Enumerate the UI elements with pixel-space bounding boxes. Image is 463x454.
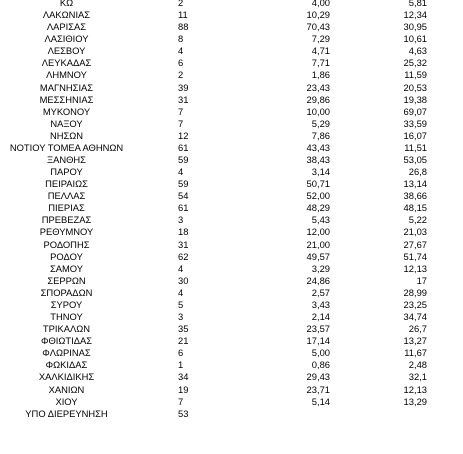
rate-cell: 21,00 — [306, 238, 330, 250]
table-row — [0, 335, 463, 347]
table-row — [0, 408, 463, 420]
per-100k-cell: 28,99 — [403, 286, 427, 298]
region-name-cell: ΛΑΣΙΘΙΟΥ — [44, 33, 89, 45]
region-name-cell: ΡΕΘΥΜΝΟΥ — [39, 226, 94, 238]
table-row — [0, 202, 463, 214]
per-100k-cell: 20,53 — [403, 81, 427, 93]
region-name-cell: ΦΛΩΡΙΝΑΣ — [42, 347, 91, 359]
cases-cell: 61 — [178, 202, 189, 214]
region-name-cell: ΣΥΡΟΥ — [50, 298, 83, 310]
per-100k-cell: 10,61 — [403, 33, 427, 45]
per-100k-cell: 27,67 — [403, 238, 427, 250]
cases-cell: 6 — [178, 347, 184, 359]
per-100k-cell: 12,13 — [403, 262, 427, 274]
rate-cell: 0,86 — [311, 359, 330, 371]
rate-cell: 7,71 — [311, 57, 330, 69]
cases-cell: 12 — [178, 129, 189, 141]
rate-cell: 12,00 — [306, 226, 330, 238]
table-row — [0, 154, 463, 166]
table-row — [0, 275, 463, 287]
rate-cell: 10,29 — [306, 9, 330, 21]
table-row — [0, 45, 463, 57]
table-row — [0, 33, 463, 45]
rate-cell: 4,00 — [311, 0, 330, 8]
cases-cell: 4 — [178, 286, 184, 298]
table-row — [0, 226, 463, 238]
rate-cell: 17,14 — [306, 335, 330, 347]
per-100k-cell: 30,95 — [403, 21, 427, 33]
per-100k-cell: 4,63 — [408, 45, 427, 57]
region-name-cell: ΧΑΛΚΙΔΙΚΗΣ — [38, 371, 95, 383]
rate-cell: 5,43 — [311, 214, 330, 226]
table-row — [0, 178, 463, 190]
table-row — [0, 94, 463, 106]
rate-cell: 5,29 — [311, 117, 330, 129]
region-name-cell: ΦΘΙΩΤΙΔΑΣ — [40, 335, 93, 347]
region-name-cell: ΤΗΝΟΥ — [50, 311, 83, 323]
per-100k-cell: 25,32 — [403, 57, 427, 69]
region-name-cell: ΤΡΙΚΑΛΩΝ — [42, 323, 91, 335]
rate-cell: 70,43 — [306, 21, 330, 33]
rate-cell: 1,86 — [311, 69, 330, 81]
cases-cell: 7 — [178, 395, 184, 407]
cases-cell: 39 — [178, 81, 189, 93]
per-100k-cell: 38,66 — [403, 190, 427, 202]
region-name-cell: ΡΟΔΟΠΗΣ — [43, 238, 90, 250]
cases-cell: 88 — [178, 21, 189, 33]
rate-cell: 7,29 — [311, 33, 330, 45]
table-row — [0, 287, 463, 299]
per-100k-cell: 21,03 — [403, 226, 427, 238]
rate-cell: 23,57 — [306, 323, 330, 335]
per-100k-cell: 34,74 — [403, 311, 427, 323]
region-name-cell: ΜΕΣΣΗΝΙΑΣ — [39, 93, 94, 105]
rate-cell: 3,43 — [311, 298, 330, 310]
per-100k-cell: 13,27 — [403, 335, 427, 347]
region-name-cell: ΥΠΟ ΔΙΕΡΕΥΝΗΣΗ — [25, 407, 108, 419]
region-name-cell: ΛΕΣΒΟΥ — [47, 45, 86, 57]
table-row — [0, 0, 463, 9]
cases-cell: 19 — [178, 383, 189, 395]
region-name-cell: ΜΥΚΟΝΟΥ — [42, 105, 91, 117]
rate-cell: 2,57 — [311, 286, 330, 298]
table-row — [0, 21, 463, 33]
cases-cell: 4 — [178, 45, 184, 57]
region-name-cell: ΠΡΕΒΕΖΑΣ — [41, 214, 92, 226]
per-100k-cell: 17 — [416, 274, 427, 286]
table-row — [0, 263, 463, 275]
per-100k-cell: 69,07 — [403, 105, 427, 117]
cases-cell: 34 — [178, 371, 189, 383]
table-row — [0, 106, 463, 118]
table-row — [0, 359, 463, 371]
table-row — [0, 82, 463, 94]
cases-cell: 59 — [178, 154, 189, 166]
rate-cell: 29,43 — [306, 371, 330, 383]
rate-cell: 29,86 — [306, 93, 330, 105]
region-name-cell: ΜΑΓΝΗΣΙΑΣ — [39, 81, 94, 93]
region-name-cell: ΝΗΣΩΝ — [49, 129, 84, 141]
cases-cell: 31 — [178, 238, 189, 250]
cases-cell: 2 — [178, 0, 184, 8]
region-name-cell: ΝΟΤΙΟΥ ΤΟΜΕΑ ΑΘΗΝΩΝ — [9, 141, 124, 153]
table-row — [0, 251, 463, 263]
region-name-cell: ΣΠΟΡΑΔΩΝ — [40, 286, 93, 298]
table-row — [0, 371, 463, 383]
table-row — [0, 130, 463, 142]
region-name-cell: ΚΩ — [59, 0, 74, 8]
per-100k-cell: 26,8 — [408, 166, 427, 178]
table-row — [0, 166, 463, 178]
cases-cell: 62 — [178, 250, 189, 262]
table-row — [0, 9, 463, 21]
region-name-cell: ΣΑΜΟΥ — [49, 262, 84, 274]
per-100k-cell: 13,29 — [403, 395, 427, 407]
per-100k-cell: 11,67 — [404, 347, 427, 359]
per-100k-cell: 53,05 — [403, 154, 427, 166]
region-name-cell: ΛΗΜΝΟΥ — [46, 69, 87, 81]
per-100k-cell: 12,13 — [403, 383, 427, 395]
cases-cell: 5 — [178, 298, 184, 310]
cases-cell: 3 — [178, 311, 184, 323]
rate-cell: 2,14 — [311, 311, 330, 323]
region-name-cell: ΛΑΡΙΣΑΣ — [46, 21, 87, 33]
region-name-cell: ΝΑΞΟΥ — [50, 117, 83, 129]
per-100k-cell: 13,14 — [403, 178, 427, 190]
rate-cell: 3,14 — [311, 166, 330, 178]
table-row — [0, 57, 463, 69]
cases-cell: 35 — [178, 323, 189, 335]
table-row — [0, 118, 463, 130]
cases-cell: 7 — [178, 117, 184, 129]
cases-cell: 8 — [178, 33, 184, 45]
per-100k-cell: 48,15 — [403, 202, 427, 214]
per-100k-cell: 32,1 — [408, 371, 427, 383]
cases-cell: 7 — [178, 105, 184, 117]
per-100k-cell: 51,74 — [403, 250, 427, 262]
cases-cell: 59 — [178, 178, 189, 190]
region-name-cell: ΠΙΕΡΙΑΣ — [48, 202, 85, 214]
rate-cell: 24,86 — [306, 274, 330, 286]
region-name-cell: ΠΕΛΛΑΣ — [47, 190, 86, 202]
cases-cell: 53 — [178, 407, 189, 419]
table-row — [0, 323, 463, 335]
rate-cell: 50,71 — [306, 178, 330, 190]
region-name-cell: ΛΕΥΚΑΔΑΣ — [41, 57, 92, 69]
rate-cell: 3,29 — [311, 262, 330, 274]
per-100k-cell: 11,51 — [404, 141, 427, 153]
table-row — [0, 299, 463, 311]
rate-cell: 23,43 — [306, 81, 330, 93]
per-100k-cell: 33,59 — [403, 117, 427, 129]
region-name-cell: ΧΑΝΙΩΝ — [48, 383, 85, 395]
table-row — [0, 69, 463, 81]
rate-cell: 7,86 — [311, 129, 330, 141]
cases-cell: 61 — [178, 141, 189, 153]
cases-cell: 4 — [178, 262, 184, 274]
cases-cell: 6 — [178, 57, 184, 69]
table-row — [0, 239, 463, 251]
per-100k-cell: 12,34 — [403, 9, 427, 21]
rate-cell: 23,71 — [306, 383, 330, 395]
rate-cell: 52,00 — [306, 190, 330, 202]
cases-cell: 21 — [178, 335, 189, 347]
region-name-cell: ΦΩΚΙΔΑΣ — [45, 359, 88, 371]
region-name-cell: ΞΑΝΘΗΣ — [47, 154, 86, 166]
cases-cell: 2 — [178, 69, 184, 81]
table-row — [0, 214, 463, 226]
cases-cell: 31 — [178, 93, 189, 105]
per-100k-cell: 23,25 — [403, 298, 427, 310]
table-row — [0, 384, 463, 396]
rate-cell: 48,29 — [306, 202, 330, 214]
cases-cell: 3 — [178, 214, 184, 226]
rate-cell: 43,43 — [306, 141, 330, 153]
per-100k-cell: 2,48 — [408, 359, 427, 371]
cases-cell: 54 — [178, 190, 189, 202]
rate-cell: 38,43 — [306, 154, 330, 166]
per-100k-cell: 5,81 — [408, 0, 427, 8]
per-100k-cell: 16,07 — [403, 129, 427, 141]
per-100k-cell: 26,7 — [408, 323, 427, 335]
table-row — [0, 142, 463, 154]
region-name-cell: ΣΕΡΡΩΝ — [47, 274, 86, 286]
table-row — [0, 347, 463, 359]
per-100k-cell: 19,38 — [403, 93, 427, 105]
rate-cell: 5,14 — [311, 395, 330, 407]
table-row — [0, 396, 463, 408]
rate-cell: 5,00 — [311, 347, 330, 359]
region-name-cell: ΧΙΟΥ — [55, 395, 78, 407]
cases-cell: 30 — [178, 274, 189, 286]
per-100k-cell: 11,59 — [404, 69, 427, 81]
cases-cell: 11 — [178, 9, 188, 21]
region-name-cell: ΡΟΔΟΥ — [50, 250, 83, 262]
cases-cell: 1 — [178, 359, 184, 371]
rate-cell: 10,00 — [306, 105, 330, 117]
table-row — [0, 190, 463, 202]
region-name-cell: ΛΑΚΩΝΙΑΣ — [42, 9, 91, 21]
region-name-cell: ΠΑΡΟΥ — [50, 166, 83, 178]
cases-cell: 4 — [178, 166, 184, 178]
rate-cell: 4,71 — [311, 45, 330, 57]
table-row — [0, 311, 463, 323]
rate-cell: 49,57 — [306, 250, 330, 262]
per-100k-cell: 5,22 — [408, 214, 427, 226]
region-name-cell: ΠΕΙΡΑΙΩΣ — [45, 178, 88, 190]
cases-cell: 18 — [178, 226, 189, 238]
